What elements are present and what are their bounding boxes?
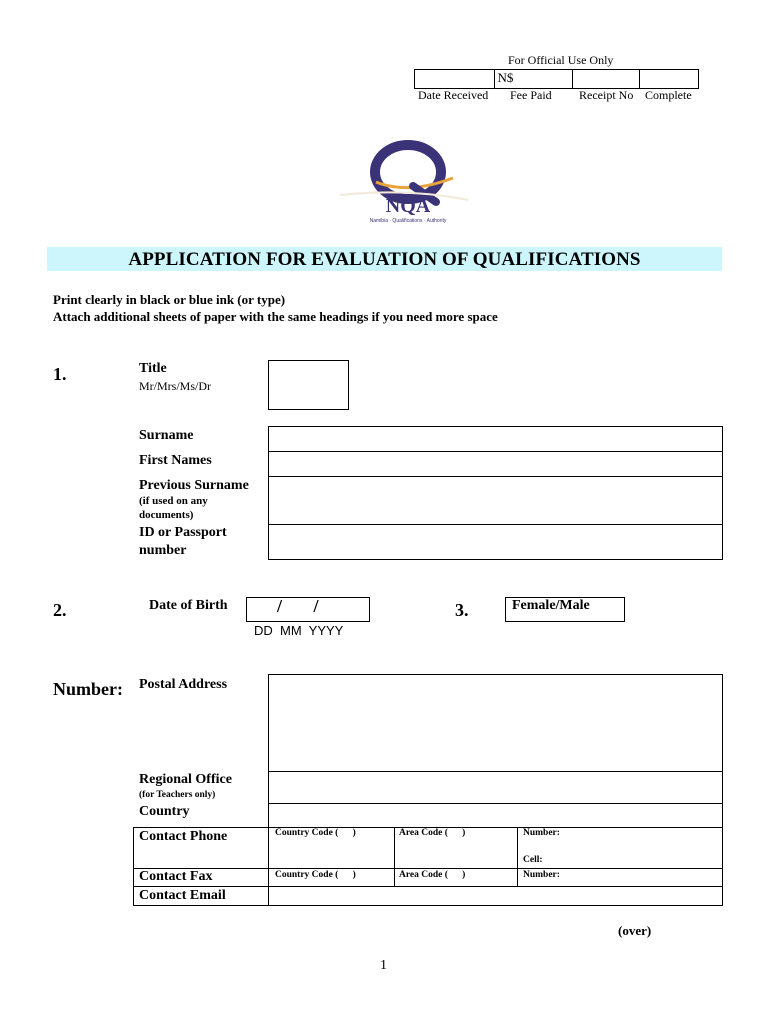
dob-format-hint: DD MM YYYY — [254, 623, 344, 638]
receipt-no-field[interactable] — [573, 70, 641, 88]
gender-label: Female/Male — [512, 598, 590, 613]
page-number: 1 — [380, 958, 387, 973]
receipt-no-label: Receipt No — [579, 88, 634, 102]
contact-email-field[interactable] — [269, 887, 722, 905]
column-divider — [394, 827, 395, 886]
fax-country-code-field[interactable]: Country Code ( ) — [275, 870, 356, 880]
dob-label: Date of Birth — [149, 598, 228, 613]
fee-paid-label: Fee Paid — [510, 88, 552, 102]
contact-email-label: Contact Email — [139, 888, 226, 903]
country-label: Country — [139, 804, 190, 819]
nqa-logo-graphic — [318, 140, 488, 228]
previous-surname-field[interactable] — [269, 477, 722, 524]
column-divider — [517, 827, 518, 886]
fax-number-field[interactable]: Number: — [523, 870, 560, 880]
cell-number-field[interactable]: Cell: — [523, 855, 543, 865]
currency-label: N$ — [497, 70, 514, 85]
title-label: Title — [139, 361, 167, 376]
row-divider — [133, 868, 723, 869]
id-passport-label-1: ID or Passport — [139, 525, 227, 540]
section-1-number: 1. — [53, 364, 67, 384]
form-title: APPLICATION FOR EVALUATION OF QUALIFICATIONS — [128, 249, 641, 270]
phone-country-code-field[interactable]: Country Code ( ) — [275, 828, 356, 838]
regional-office-label: Regional Office — [139, 772, 232, 787]
instruction-line-1: Print clearly in black or blue ink (or type) — [53, 292, 286, 307]
first-names-label: First Names — [139, 453, 212, 468]
previous-surname-hint-2: documents) — [139, 509, 194, 521]
over-note: (over) — [618, 923, 652, 938]
regional-office-field[interactable] — [269, 772, 722, 803]
postal-address-label: Postal Address — [139, 677, 228, 692]
section-3-number: 3. — [455, 600, 469, 620]
title-hint: Mr/Mrs/Ms/Dr — [139, 379, 212, 393]
section-4-number: Number: — [53, 679, 123, 699]
logo-tagline: Namibia · Qualifications · Authority — [369, 218, 447, 224]
date-received-field[interactable] — [415, 70, 495, 88]
official-use-header: For Official Use Only — [508, 53, 614, 67]
contact-phone-label: Contact Phone — [139, 829, 228, 844]
postal-address-field[interactable] — [269, 675, 722, 771]
id-passport-label-2: number — [139, 543, 187, 558]
complete-field[interactable] — [640, 70, 698, 88]
contact-fax-label: Contact Fax — [139, 869, 213, 884]
dob-field[interactable] — [246, 597, 370, 622]
first-names-field[interactable] — [269, 452, 722, 476]
title-field[interactable] — [268, 360, 349, 410]
previous-surname-hint-1: (if used on any — [139, 495, 208, 507]
instruction-line-2: Attach additional sheets of paper with the same headings if you need more space — [53, 309, 498, 324]
date-received-label: Date Received — [418, 88, 489, 102]
phone-area-code-field[interactable]: Area Code ( ) — [399, 828, 466, 838]
regional-office-hint: (for Teachers only) — [139, 790, 216, 800]
official-use-table — [414, 69, 699, 89]
nqa-logo — [318, 140, 488, 228]
country-field[interactable] — [269, 804, 722, 827]
id-passport-field[interactable] — [269, 525, 722, 559]
logo-text: NQA — [385, 195, 431, 217]
section-2-number: 2. — [53, 600, 67, 620]
dob-separators: / / — [277, 596, 319, 616]
surname-field[interactable] — [269, 427, 722, 451]
previous-surname-label: Previous Surname — [139, 478, 249, 493]
surname-label: Surname — [139, 428, 194, 443]
complete-label: Complete — [645, 88, 692, 102]
fax-area-code-field[interactable]: Area Code ( ) — [399, 870, 466, 880]
fee-paid-field[interactable] — [495, 70, 572, 88]
phone-number-field[interactable]: Number: — [523, 828, 560, 838]
gender-field[interactable] — [505, 597, 625, 622]
